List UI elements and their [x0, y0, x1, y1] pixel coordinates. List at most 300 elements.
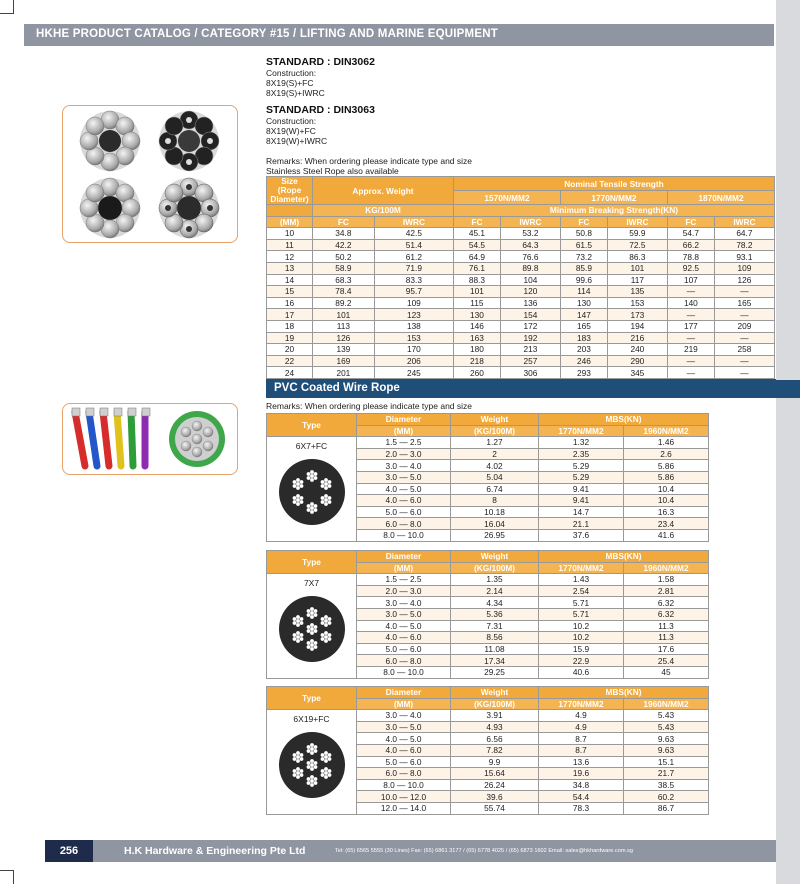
din-table-cell: 78.8 [667, 251, 714, 263]
pvc-table-cell: 3.0 — 5.0 [357, 721, 451, 733]
pvc-table-cell: 4.9 [539, 710, 624, 722]
din-table-cell: 218 [453, 355, 500, 367]
din-table-cell: 24 [267, 367, 313, 379]
din-table-cell: 66.2 [667, 239, 714, 251]
pvc-table-cell: 1.43 [539, 574, 624, 586]
pvc-spec-table [266, 413, 709, 542]
pvc-table-cell: 5.0 — 6.0 [357, 506, 451, 518]
pvc-table-row [267, 710, 709, 722]
din-table-cell: — [714, 367, 774, 379]
pvc-table-cell: 1.27 [451, 437, 539, 449]
rope-cross-section-photo [62, 105, 238, 243]
header-diameter: Diameter [357, 687, 451, 699]
din-table-cell: 101 [453, 286, 500, 298]
header-grade: 1770N/MM2 [539, 562, 624, 574]
pvc-table-cell: 11.3 [624, 620, 709, 632]
din-table-cell: 68.3 [313, 274, 375, 286]
din-table-cell: 257 [500, 355, 560, 367]
din-table-row [267, 297, 775, 309]
din-table-cell: 14 [267, 274, 313, 286]
din-table-cell: 209 [714, 320, 774, 332]
pvc-table-cell: 55.74 [451, 802, 539, 814]
din-table-cell: 64.7 [714, 228, 774, 240]
pvc-table-cell: 2.0 — 3.0 [357, 585, 451, 597]
standard-title: STANDARD : DIN3062 [266, 56, 375, 68]
din-table-cell: 154 [500, 309, 560, 321]
pvc-table-cell: 8.0 — 10.0 [357, 666, 451, 678]
pvc-table-cell: 5.29 [539, 471, 624, 483]
catalog-header-title: HKHE PRODUCT CATALOG / CATEGORY #15 / LIFTING AND MARINE EQUIPMENT [36, 28, 498, 40]
din-table-cell: 136 [500, 297, 560, 309]
din-table-row [267, 251, 775, 263]
pvc-table-cell: 5.36 [451, 608, 539, 620]
din-table-cell: — [714, 309, 774, 321]
header-mbs: MBS(KN) [539, 687, 709, 699]
pvc-table-cell: 10.4 [624, 495, 709, 507]
pvc-table-cell: 1.46 [624, 437, 709, 449]
din-table-body [267, 228, 775, 379]
construction-line: 8X19(W)+FC [266, 126, 316, 136]
pvc-table-cell: 1.35 [451, 574, 539, 586]
pvc-table-cell: 16.04 [451, 518, 539, 530]
pvc-table-cell: 78.3 [539, 802, 624, 814]
din-table-cell: 20 [267, 344, 313, 356]
din-table-cell: 83.3 [374, 274, 453, 286]
pvc-table-cell: 6.32 [624, 597, 709, 609]
din-table-cell: 17 [267, 309, 313, 321]
pvc-table-cell: 3.0 — 5.0 [357, 471, 451, 483]
din-table-cell: 180 [453, 344, 500, 356]
pvc-table-cell: 9.9 [451, 756, 539, 768]
pvc-section-title: PVC Coated Wire Rope [274, 382, 400, 394]
pvc-table-cell: 9.63 [624, 733, 709, 745]
pvc-table-cell: 6.0 — 8.0 [357, 518, 451, 530]
pvc-table-cell: 1.32 [539, 437, 624, 449]
din-table-cell: 95.7 [374, 286, 453, 298]
pvc-table-row [267, 437, 709, 449]
header-nominal-tensile: Nominal Tensile Strength [453, 177, 774, 191]
pvc-table-cell: 5.71 [539, 608, 624, 620]
pvc-table-cell: 14.7 [539, 506, 624, 518]
pvc-table-cell: 2.81 [624, 585, 709, 597]
din-table-cell: — [667, 367, 714, 379]
rope-type-cell [267, 574, 357, 678]
din-table-cell: 169 [313, 355, 375, 367]
din-table-cell: 18 [267, 320, 313, 332]
pvc-table-cell: 15.64 [451, 768, 539, 780]
pvc-table-cell: 9.41 [539, 495, 624, 507]
header-grade: 1960N/MM2 [624, 562, 709, 574]
din-table-row [267, 320, 775, 332]
pvc-table-cell: 60.2 [624, 791, 709, 803]
din-table-row [267, 344, 775, 356]
crop-mark-top-left [0, 0, 14, 14]
pvc-table-cell: 37.6 [539, 529, 624, 541]
din-table-cell: 126 [313, 332, 375, 344]
din-table-cell: 109 [374, 297, 453, 309]
din-table-cell: 89.8 [500, 262, 560, 274]
pvc-table-cell: 17.6 [624, 643, 709, 655]
din-table-row [267, 228, 775, 240]
header-mbs: MBS(KN) [539, 551, 709, 563]
pvc-table-cell: 34.8 [539, 779, 624, 791]
din-table-cell: 138 [374, 320, 453, 332]
pvc-table-cell: 10.0 — 12.0 [357, 791, 451, 803]
din-table-cell: 139 [313, 344, 375, 356]
din-table-cell: 219 [667, 344, 714, 356]
pvc-table-cell: 45 [624, 666, 709, 678]
din-table-cell: 203 [560, 344, 607, 356]
din-table-cell: 290 [607, 355, 667, 367]
pvc-table-cell: 22.9 [539, 655, 624, 667]
din-table-cell: — [714, 286, 774, 298]
pvc-table-cell: 15.1 [624, 756, 709, 768]
din-table-row [267, 274, 775, 286]
pvc-table-cell: 4.0 — 5.0 [357, 620, 451, 632]
din-table-cell: 73.2 [560, 251, 607, 263]
din-table-cell: 147 [560, 309, 607, 321]
din-table-cell: 135 [607, 286, 667, 298]
din-table-cell: 93.1 [714, 251, 774, 263]
pvc-table-cell: 9.41 [539, 483, 624, 495]
pvc-table-cell: 4.0 — 5.0 [357, 483, 451, 495]
din-table-cell: 130 [453, 309, 500, 321]
din-table-cell: 59.9 [607, 228, 667, 240]
pvc-table-cell: 19.6 [539, 768, 624, 780]
standard-din3063 [266, 104, 375, 146]
header-type: Type [267, 551, 357, 574]
din-table-cell: 54.7 [667, 228, 714, 240]
din-table-cell: 194 [607, 320, 667, 332]
pvc-table-cell: 38.5 [624, 779, 709, 791]
din-table-cell: 153 [374, 332, 453, 344]
din-table-cell: 123 [374, 309, 453, 321]
header-weight: Weight [451, 687, 539, 699]
pvc-table-cell: 5.04 [451, 471, 539, 483]
header-iwrc: IWRC [374, 216, 453, 228]
pvc-table-cell: 10.4 [624, 483, 709, 495]
pvc-table-cell: 40.6 [539, 666, 624, 678]
din-table-cell: 78.2 [714, 239, 774, 251]
din-table-cell: 15 [267, 286, 313, 298]
din-table-row [267, 309, 775, 321]
din-table-cell: 120 [500, 286, 560, 298]
pvc-table-cell: 1.5 — 2.5 [357, 437, 451, 449]
din-table-cell: 61.2 [374, 251, 453, 263]
footer-contact-info: Tel: (65) 6565 5555 (30 Lines) Fax: (65) 6861 3177 / (65) 6778 4025 / (65) 6873 1602 Email: sales@hkhardware.com.sg [335, 848, 633, 854]
pvc-table-cell: 4.0 — 6.0 [357, 632, 451, 644]
pvc-table-cell: 1.58 [624, 574, 709, 586]
din-table-cell: 42.5 [374, 228, 453, 240]
pvc-table-cell: 8.0 — 10.0 [357, 529, 451, 541]
pvc-table-cell: 4.0 — 5.0 [357, 733, 451, 745]
pvc-table-cell: 2.6 [624, 448, 709, 460]
pvc-table-cell: 8.0 — 10.0 [357, 779, 451, 791]
din-table-cell: 114 [560, 286, 607, 298]
din-table-cell: 240 [607, 344, 667, 356]
pvc-table-cell: 6.0 — 8.0 [357, 655, 451, 667]
din-table-cell: 76.6 [500, 251, 560, 263]
din-table-cell: 61.5 [560, 239, 607, 251]
din-table-cell: — [714, 332, 774, 344]
din-table-cell: 64.3 [500, 239, 560, 251]
din-table-cell: 260 [453, 367, 500, 379]
construction-label: Construction: [266, 68, 317, 78]
din-table-cell: 107 [667, 274, 714, 286]
pvc-table-cell: 6.0 — 8.0 [357, 768, 451, 780]
pvc-table-cell: 21.7 [624, 768, 709, 780]
page-number: 256 [45, 840, 93, 862]
right-edge-strip [776, 0, 800, 884]
din-table-cell: 246 [560, 355, 607, 367]
din-table-cell: 177 [667, 320, 714, 332]
header-iwrc: IWRC [714, 216, 774, 228]
din-specification-table [266, 176, 775, 379]
pvc-table-cell: 13.6 [539, 756, 624, 768]
header-mm: (MM) [357, 425, 451, 437]
pvc-table-cell: 10.2 [539, 620, 624, 632]
din-table-cell: 10 [267, 228, 313, 240]
pvc-table-cell: 6.32 [624, 608, 709, 620]
din-table-cell: 71.9 [374, 262, 453, 274]
din-table-cell: 165 [714, 297, 774, 309]
header-weight: Weight [451, 414, 539, 426]
din-table-cell: 50.2 [313, 251, 375, 263]
header-mbs: Minimum Breaking Strength(KN) [453, 205, 774, 217]
pvc-table-cell: 11.08 [451, 643, 539, 655]
din-table-cell: 42.2 [313, 239, 375, 251]
din-table-cell: 140 [667, 297, 714, 309]
pvc-table-cell: 21.1 [539, 518, 624, 530]
pvc-table-cell: 4.0 — 6.0 [357, 495, 451, 507]
pvc-table-cell: 7.31 [451, 620, 539, 632]
rope-cross-section-icon [277, 730, 347, 800]
din-table-cell: 85.9 [560, 262, 607, 274]
din-table-cell: 54.5 [453, 239, 500, 251]
din-table-cell: 153 [607, 297, 667, 309]
header-weight-unit: (KG/100M) [451, 425, 539, 437]
header-type: Type [267, 687, 357, 710]
header-grade: 1960N/MM2 [624, 698, 709, 710]
din-table-cell: — [667, 309, 714, 321]
rope-type-cell [267, 710, 357, 814]
pvc-table-cell: 10.18 [451, 506, 539, 518]
pvc-table-cell: 4.0 — 6.0 [357, 744, 451, 756]
rope-cross-section-image [63, 106, 236, 241]
din-table-cell: 78.4 [313, 286, 375, 298]
pvc-section-bar [266, 379, 776, 398]
din-table-cell: 183 [560, 332, 607, 344]
din-table-cell: 216 [607, 332, 667, 344]
din-table-cell: 88.3 [453, 274, 500, 286]
pvc-table-cell: 4.93 [451, 721, 539, 733]
pvc-spec-table [266, 550, 709, 679]
pvc-table-cell: 29.25 [451, 666, 539, 678]
pvc-table-cell: 4.9 [539, 721, 624, 733]
pvc-table-cell: 5.29 [539, 460, 624, 472]
pvc-table-cell: 26.95 [451, 529, 539, 541]
din-table-cell: 213 [500, 344, 560, 356]
pvc-table-cell: 41.6 [624, 529, 709, 541]
remarks-line: Remarks: When ordering please indicate type and size [266, 156, 472, 166]
header-grade: 1960N/MM2 [624, 425, 709, 437]
din-table-row [267, 239, 775, 251]
din-table-cell: 115 [453, 297, 500, 309]
pvc-table-cell: 8.7 [539, 744, 624, 756]
din-table-cell: 104 [500, 274, 560, 286]
din-table-cell: 58.9 [313, 262, 375, 274]
din-table-cell: 45.1 [453, 228, 500, 240]
din-table-cell: 245 [374, 367, 453, 379]
din-table-cell: 101 [607, 262, 667, 274]
pvc-rope-photo [62, 403, 238, 475]
header-diameter: Diameter [357, 414, 451, 426]
pvc-table-cell: 16.3 [624, 506, 709, 518]
din-table-cell: 89.2 [313, 297, 375, 309]
din-table-cell: 64.9 [453, 251, 500, 263]
header-grade: 1870N/MM2 [667, 191, 774, 205]
header-mbs: MBS(KN) [539, 414, 709, 426]
din-table-row [267, 367, 775, 379]
din-table-cell: 113 [313, 320, 375, 332]
header-weight: Weight [451, 551, 539, 563]
header-diameter: Diameter [357, 551, 451, 563]
pvc-table-cell: 54.4 [539, 791, 624, 803]
din-table-row [267, 262, 775, 274]
pvc-table-cell: 25.4 [624, 655, 709, 667]
pvc-table-cell: 6.74 [451, 483, 539, 495]
pvc-table-cell: 15.9 [539, 643, 624, 655]
din-table-cell: 51.4 [374, 239, 453, 251]
pvc-table-cell: 5.0 — 6.0 [357, 643, 451, 655]
header-iwrc: IWRC [500, 216, 560, 228]
din-table-cell: 117 [607, 274, 667, 286]
pvc-table-cell: 8 [451, 495, 539, 507]
pvc-table-cell: 3.0 — 4.0 [357, 460, 451, 472]
din-table-cell: 22 [267, 355, 313, 367]
din-table-cell: 172 [500, 320, 560, 332]
din-table-cell: 146 [453, 320, 500, 332]
remarks-line: Stainless Steel Rope also available [266, 166, 399, 176]
din-table-cell: 163 [453, 332, 500, 344]
pvc-table-cell: 12.0 — 14.0 [357, 802, 451, 814]
din-table-cell: — [667, 286, 714, 298]
din-table-cell: 11 [267, 239, 313, 251]
pvc-table-cell: 3.0 — 4.0 [357, 710, 451, 722]
header-weight-unit: (KG/100M) [451, 562, 539, 574]
din-table-cell: 201 [313, 367, 375, 379]
pvc-table-cell: 2.54 [539, 585, 624, 597]
pvc-table-cell: 6.56 [451, 733, 539, 745]
pvc-table-cell: 4.02 [451, 460, 539, 472]
pvc-table-cell: 2 [451, 448, 539, 460]
header-type: Type [267, 414, 357, 437]
rope-type-label: 6X7+FC [295, 441, 328, 452]
din-table-cell: 50.8 [560, 228, 607, 240]
pvc-table-cell: 4.34 [451, 597, 539, 609]
header-size: Size (Rope Diameter) [267, 177, 313, 205]
pvc-table-cell: 8.56 [451, 632, 539, 644]
crop-mark-bottom-left [0, 870, 14, 884]
construction-line: 8X19(S)+FC [266, 78, 314, 88]
din-table-cell: — [714, 355, 774, 367]
standard-title: STANDARD : DIN3063 [266, 104, 375, 116]
din-table-cell: 345 [607, 367, 667, 379]
pvc-table-cell: 2.35 [539, 448, 624, 460]
pvc-table-cell: 11.3 [624, 632, 709, 644]
din-table-cell: 86.3 [607, 251, 667, 263]
din-table-cell: 258 [714, 344, 774, 356]
header-fc: FC [667, 216, 714, 228]
din-table-cell: 109 [714, 262, 774, 274]
header-grade: 1770N/MM2 [560, 191, 667, 205]
header-weight-unit: (KG/100M) [451, 698, 539, 710]
din-table-cell: 16 [267, 297, 313, 309]
header-mm: (MM) [357, 698, 451, 710]
pvc-table-cell: 17.34 [451, 655, 539, 667]
header-approx-weight: Approx. Weight [313, 177, 454, 205]
header-grade: 1770N/MM2 [539, 698, 624, 710]
pvc-table-cell: 5.86 [624, 471, 709, 483]
din-table-cell: — [667, 355, 714, 367]
din-table-cell: 101 [313, 309, 375, 321]
din-table-cell: 53.2 [500, 228, 560, 240]
header-fc: FC [313, 216, 375, 228]
pvc-table-cell: 39.6 [451, 791, 539, 803]
header-size-blank [267, 205, 313, 217]
pvc-table-cell: 7.82 [451, 744, 539, 756]
header-fc: FC [453, 216, 500, 228]
pvc-table-cell: 5.0 — 6.0 [357, 756, 451, 768]
din-table-row [267, 332, 775, 344]
header-fc: FC [560, 216, 607, 228]
pvc-table-cell: 1.5 — 2.5 [357, 574, 451, 586]
din-table-cell: 13 [267, 262, 313, 274]
header-iwrc: IWRC [607, 216, 667, 228]
din-table-row [267, 355, 775, 367]
catalog-header-bar [24, 24, 774, 46]
header-mm: (MM) [267, 216, 313, 228]
pvc-table-cell: 5.86 [624, 460, 709, 472]
din-table-cell: 130 [560, 297, 607, 309]
pvc-table-cell: 2.0 — 3.0 [357, 448, 451, 460]
pvc-table-row [267, 574, 709, 586]
din-table-cell: 170 [374, 344, 453, 356]
din-table-cell: 92.5 [667, 262, 714, 274]
pvc-table-cell: 3.0 — 4.0 [357, 597, 451, 609]
rope-type-label: 7X7 [303, 578, 320, 589]
pvc-table-cell: 5.43 [624, 710, 709, 722]
pvc-table-cell: 23.4 [624, 518, 709, 530]
din-table-cell: 293 [560, 367, 607, 379]
construction-line: 8X19(S)+IWRC [266, 88, 325, 98]
rope-cross-section-icon [277, 594, 347, 664]
standard-din3062 [266, 56, 375, 98]
din-table-cell: 76.1 [453, 262, 500, 274]
pvc-spec-table [266, 686, 709, 815]
din-table-cell: 173 [607, 309, 667, 321]
pvc-table-cell: 3.0 — 5.0 [357, 608, 451, 620]
remarks-din [266, 156, 472, 176]
din-table-cell: 12 [267, 251, 313, 263]
din-table-cell: 72.5 [607, 239, 667, 251]
din-table-cell: 165 [560, 320, 607, 332]
din-table-row [267, 286, 775, 298]
din-table-cell: 99.6 [560, 274, 607, 286]
din-table-cell: 206 [374, 355, 453, 367]
rope-cross-section-icon [277, 457, 347, 527]
din-table-cell: — [667, 332, 714, 344]
